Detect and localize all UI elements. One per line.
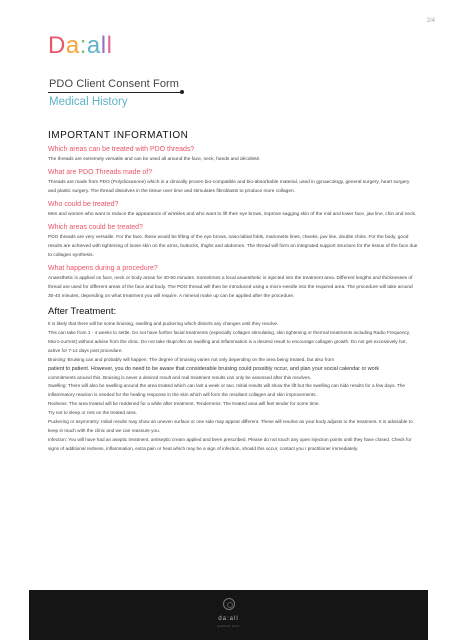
faq-question: Who could be treated?	[48, 201, 119, 208]
faq-block	[48, 169, 418, 196]
logo-letter: l	[100, 32, 107, 59]
after-paragraph: commitments around this. Bruising is never a desired result and real treatment results can only be assessed after this resolves.	[48, 374, 312, 380]
logo-letter: a	[86, 32, 101, 59]
important-information-heading: IMPORTANT INFORMATION	[48, 130, 189, 141]
brand-emblem-icon	[223, 598, 235, 610]
faq-answer: Men and women who want to reduce the appearance of wrinkles and who want to lift their eye brows, improve sagging skin of the mid and lower face, jaw line, chin and neck.	[48, 212, 417, 217]
after-paragraph: Bruising: Bruising can and probably will happen. The degree of bruising varies not only depending on the area being treated, but also from	[48, 356, 335, 362]
document-title: PDO Client Consent Form	[49, 78, 180, 90]
faq-answer: Anaesthetic is applied on face, neck or body areas for 40-50 minutes. Sometimes a local anaesthetic is injected into the treatment area. Different lengths and thicknesses of thread are used for different areas of the face and body. The PDO thread will then be introduced using a micro-needle into the required area. The procedure will take around 30-40 minutes, depending on what treatment you will require. A mineral make up can be applied after the procedure.	[48, 276, 413, 299]
footer-bar	[29, 590, 428, 640]
after-treatment-text	[48, 320, 418, 454]
faq-question: What are PDO Threads made of?	[48, 169, 153, 176]
faq-answer: PDO threads are very versatile. For the face, these would be lifting of the eye brows, naso-labial folds, marionette lines, cheeks, jaw line, double chins. For the body, good results are achieved with tightening of loose skin on the arms, buttocks, thighs and abdomen. The thread will form an integrated support structure for the tissue of the face due to collagen synthesis.	[48, 235, 418, 258]
after-paragraph: It is likely that there will be some bruising, swelling and puckering which distorts any changes until they resolve.	[48, 321, 279, 326]
after-treatment-heading: After Treatment:	[48, 306, 117, 317]
logo-letter: D	[48, 32, 66, 59]
after-paragraph: Puckering or asymmetry: Initial results may show an uneven surface or one side may appear different. These will resolve as your body adjusts to the treatment. It is advisable to keep in touch with the clinic and we can reassure you.	[48, 419, 413, 433]
faq-block	[48, 201, 418, 219]
after-paragraph: Redness: The area treated will be reddened for a while after treatment. Tenderness: The treated area will feel tender for some time.	[48, 401, 320, 407]
faq-block	[48, 146, 418, 164]
faq-answer: Threads are made from PDO (Polydioxanone) which is a clinically proven bio-compatible and bio-absorbable material, used in gynaecology, general surgery, heart surgery and plastic surgery. The thread dissolves in the tissue over time and stimulates fibroblasts to produce more collagen.	[48, 180, 410, 194]
footer-brand: da:all	[218, 616, 239, 622]
footer-tagline: aesthetic clinic	[217, 625, 240, 628]
faq-question: What happens during a procedure?	[48, 265, 158, 272]
divider-dot	[180, 90, 184, 94]
after-paragraph: Try not to sleep or rest on the treated area.	[48, 410, 137, 416]
faq-block	[48, 265, 418, 301]
after-paragraph: Infection: You will have had an aseptic treatment, antiseptic cream applied and been prescribed. Please do not touch any open injection points until they have closed. Check for signs of additional redness, inflammation, extra pain or heat which may be a sign of infection, should this occur, contact you r practitioner immediately.	[48, 436, 412, 451]
page-number: 2/4	[426, 18, 435, 24]
title-divider	[48, 92, 182, 93]
logo-letter: :	[79, 32, 87, 59]
after-paragraph: patient to patient. However, you do need to be aware that considerable bruising could possibly occur, and plan your social calendar or work	[48, 365, 380, 372]
faq-answer: The threads are extremely versatile and can be used all around the face, neck, hands and décolleté.	[48, 157, 261, 162]
after-paragraph: This can take from 1 - 4 weeks to settle. Do not have further facial treatments (especially collagen stimulating, skin tightening or thermal treatments including Radio Frequency, Micro-current) without advise from the clinic. Do not take Ibuprofen as swelling and inflammation is a desired result to encourage collagen growth. Do not get excessively hot, active for 7-14 days post procedure.	[48, 329, 411, 353]
logo-letter: l	[106, 32, 113, 59]
logo-letter: a	[65, 32, 80, 59]
faq-block	[48, 224, 418, 260]
after-paragraph: Swelling: There will also be swelling around the area treated which can last a week or two. Initial results will show the lift but the swelling can hide results for a few days. The inflammatory reaction is needed for the healing response in the skin which will form the resultant collagen and skin improvements.	[48, 383, 406, 398]
faq-question: Which areas can be treated with PDO threads?	[48, 146, 195, 153]
faq-question: Which areas could be treated?	[48, 224, 143, 231]
main-content	[48, 130, 418, 454]
section-subtitle: Medical History	[49, 96, 128, 108]
brand-logo	[48, 34, 112, 58]
